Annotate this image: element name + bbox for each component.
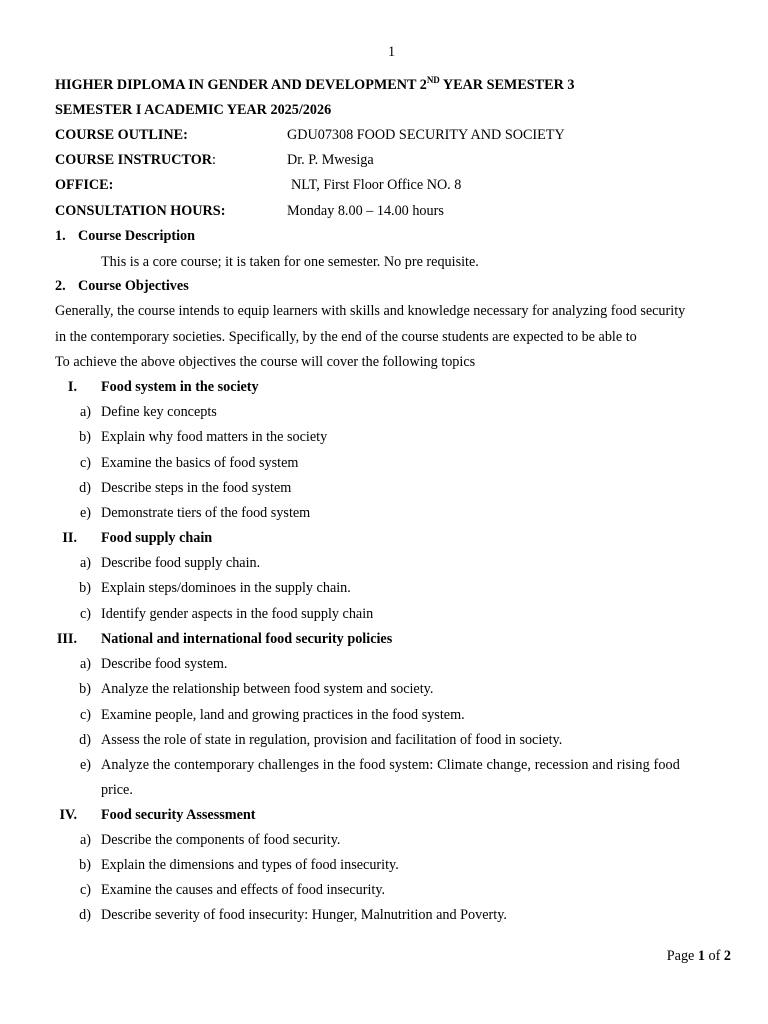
footer-page-word: Page bbox=[666, 948, 698, 964]
list-marker: c) bbox=[79, 455, 91, 471]
list-marker: a) bbox=[79, 832, 91, 848]
objectives-paragraph-line-3: To achieve the above objectives the course will cover the following topics bbox=[55, 354, 476, 370]
office-value: NLT, First Floor Office NO. 8 bbox=[291, 177, 462, 193]
footer-of-word: of bbox=[704, 948, 724, 964]
section-2-number: 2. bbox=[55, 278, 66, 294]
list-item-text: Demonstrate tiers of the food system bbox=[101, 505, 311, 521]
title-part1: HIGHER DIPLOMA IN GENDER AND DEVELOPMENT 2 bbox=[55, 77, 427, 93]
list-item-text: Explain steps/dominoes in the supply chain. bbox=[101, 580, 351, 596]
title-part2: YEAR SEMESTER 3 bbox=[439, 77, 575, 93]
list-marker: c) bbox=[79, 707, 91, 723]
section-1-heading: Course Description bbox=[78, 228, 196, 244]
list-item-text: Analyze the relationship between food system and society. bbox=[101, 681, 434, 697]
list-marker: b) bbox=[79, 580, 91, 596]
objectives-paragraph-line-2: in the contemporary societies. Specifically, by the end of the course students are expected to be able to bbox=[55, 329, 637, 345]
topic-title: National and international food security policies bbox=[101, 631, 393, 647]
objectives-paragraph-line-1: Generally, the course intends to equip learners with skills and knowledge necessary for analyzing food security bbox=[55, 303, 686, 319]
list-item-text: Describe steps in the food system bbox=[101, 480, 292, 496]
list-marker: d) bbox=[79, 480, 91, 496]
course-outline-label: COURSE OUTLINE: bbox=[55, 127, 188, 143]
list-marker: d) bbox=[79, 732, 91, 748]
list-item-text: Describe the components of food security. bbox=[101, 832, 341, 848]
consultation-hours-value: Monday 8.00 – 14.00 hours bbox=[287, 203, 444, 219]
list-item-text: Analyze the contemporary challenges in the food system: Climate change, recession and rising food bbox=[101, 757, 680, 773]
topic-title: Food system in the society bbox=[101, 379, 259, 395]
footer-total-pages: 2 bbox=[723, 948, 731, 964]
list-marker: b) bbox=[79, 857, 91, 873]
section-1-text: This is a core course; it is taken for one semester. No pre requisite. bbox=[101, 254, 479, 270]
list-marker: b) bbox=[79, 429, 91, 445]
list-item-text: Examine people, land and growing practices in the food system. bbox=[101, 707, 465, 723]
course-instructor-value: Dr. P. Mwesiga bbox=[287, 152, 374, 168]
title-superscript: ND bbox=[426, 75, 440, 85]
list-item-text: Explain the dimensions and types of food insecurity. bbox=[101, 857, 399, 873]
topic-numeral: III. bbox=[56, 631, 77, 647]
list-item-continuation: price. bbox=[101, 782, 133, 798]
list-marker: c) bbox=[79, 882, 91, 898]
list-marker: a) bbox=[79, 404, 91, 420]
section-2-heading: Course Objectives bbox=[78, 278, 189, 294]
list-item-text: Assess the role of state in regulation, provision and facilitation of food in society. bbox=[101, 732, 563, 748]
section-1-number: 1. bbox=[55, 228, 66, 244]
list-item-text: Describe food system. bbox=[101, 656, 228, 672]
list-marker: e) bbox=[79, 505, 91, 521]
list-item-text: Identify gender aspects in the food supply chain bbox=[101, 606, 374, 622]
list-marker: c) bbox=[79, 606, 91, 622]
document-title bbox=[55, 77, 575, 94]
topic-numeral: II. bbox=[62, 530, 77, 546]
list-marker: e) bbox=[79, 757, 91, 773]
list-item-text: Define key concepts bbox=[101, 404, 217, 420]
office-label: OFFICE: bbox=[55, 177, 114, 193]
course-instructor-label-wrap bbox=[55, 152, 216, 169]
list-marker: d) bbox=[79, 907, 91, 923]
list-item-text: Explain why food matters in the society bbox=[101, 429, 328, 445]
consultation-hours-label: CONSULTATION HOURS: bbox=[55, 203, 226, 219]
page-number-top: 1 bbox=[388, 44, 396, 60]
course-outline-value: GDU07308 FOOD SECURITY AND SOCIETY bbox=[287, 127, 565, 143]
topic-numeral: IV. bbox=[59, 807, 77, 823]
course-instructor-colon: : bbox=[212, 152, 216, 168]
list-marker: b) bbox=[79, 681, 91, 697]
list-item-text: Examine the basics of food system bbox=[101, 455, 299, 471]
list-item-text: Describe food supply chain. bbox=[101, 555, 261, 571]
footer-current-page: 1 bbox=[697, 948, 705, 964]
course-instructor-label: COURSE INSTRUCTOR bbox=[55, 152, 213, 168]
topic-numeral: I. bbox=[67, 379, 77, 395]
topic-title: Food security Assessment bbox=[101, 807, 256, 823]
topic-title: Food supply chain bbox=[101, 530, 213, 546]
page-footer bbox=[667, 948, 731, 965]
document-subtitle: SEMESTER I ACADEMIC YEAR 2025/2026 bbox=[55, 102, 332, 118]
list-marker: a) bbox=[79, 656, 91, 672]
list-item-text: Examine the causes and effects of food insecurity. bbox=[101, 882, 386, 898]
list-marker: a) bbox=[79, 555, 91, 571]
list-item-text: Describe severity of food insecurity: Hunger, Malnutrition and Poverty. bbox=[101, 907, 507, 923]
